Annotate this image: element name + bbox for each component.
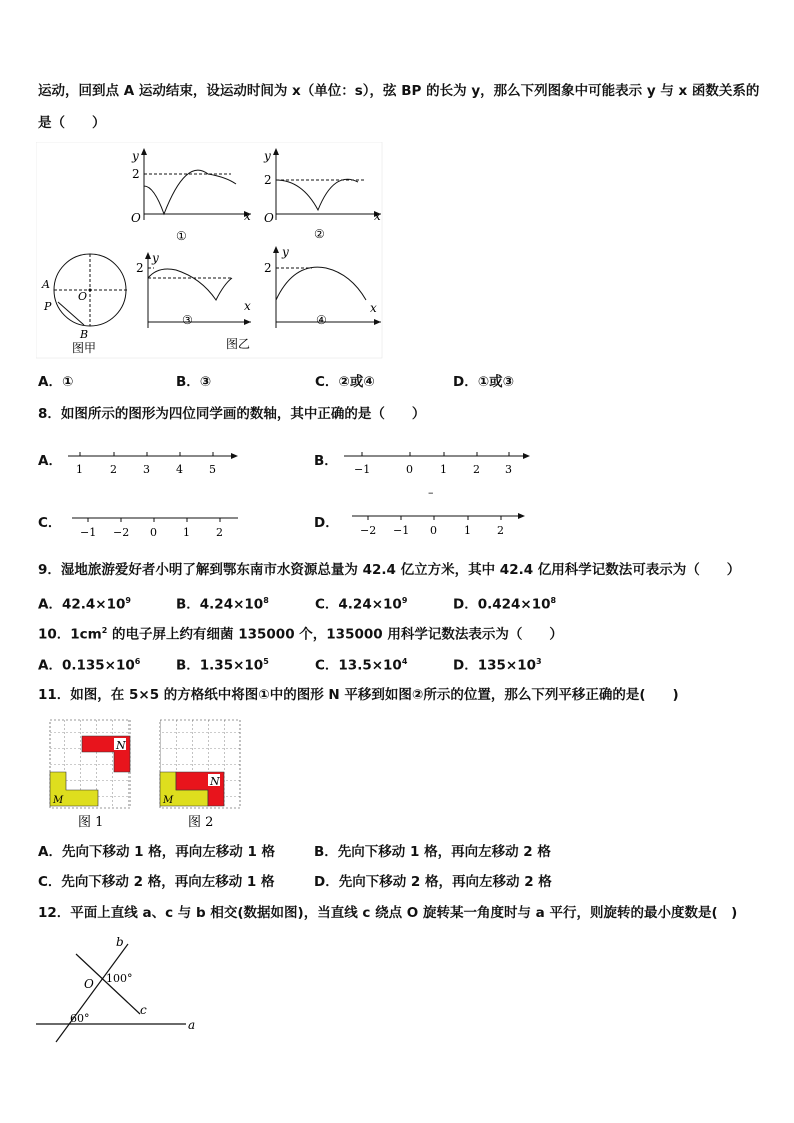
q12-label-a: a: [188, 1018, 196, 1032]
q8-c-tick: −2: [113, 526, 130, 539]
q7-g4-label: ④: [316, 313, 327, 327]
q12-angle-100: 100°: [106, 972, 133, 985]
q7-caption-yi: 图乙: [226, 337, 251, 351]
q7-option-b: B．③: [176, 374, 212, 390]
q9-option-c: C．$4.24\times 10^9$: [315, 596, 408, 613]
q7-g2-x: x: [374, 209, 381, 223]
q12-figure: [36, 932, 216, 1046]
q12-angle-60: 60°: [70, 1012, 90, 1025]
q7-g3-label: ③: [182, 313, 193, 327]
q8-b-tick: 2: [473, 463, 480, 476]
q8-a-tick: 2: [110, 463, 117, 476]
q7-graph-4: [273, 246, 381, 328]
q8-d-tick: 0: [430, 524, 437, 537]
q9-stem: 9．湿地旅游爱好者小明了解到鄂东南市水资源总量为 42.4 亿立方米，其中 42.4 亿用科学记数法可表示为（ ）: [38, 562, 741, 578]
q11-fig2: [160, 720, 240, 830]
q7-g3-x: x: [244, 299, 251, 313]
q8-c-tick: 0: [150, 526, 157, 539]
q7-g2-ytick: 2: [264, 173, 272, 187]
q11-option-a: A．先向下移动 1 格，再向左移动 1 格: [38, 844, 276, 860]
q11-fig2-m: M: [163, 795, 174, 806]
q7-g3-y: y: [152, 251, 159, 265]
q7-g1-ytick: 2: [132, 167, 140, 181]
q8-label-b: B．: [314, 453, 338, 469]
q8-b-tick: 1: [440, 463, 447, 476]
q11-option-b: B．先向下移动 1 格，再向左移动 2 格: [314, 844, 551, 860]
q8-stray-mark: –: [428, 486, 434, 499]
q11-fig2-n: N: [210, 775, 220, 788]
q7-g3-ytick: 2: [136, 261, 144, 275]
q7-label-P: P: [44, 300, 52, 313]
q7-graph-1: [141, 148, 251, 220]
q8-a-tick: 1: [76, 463, 83, 476]
q11-option-c: C．先向下移动 2 格，再向左移动 1 格: [38, 874, 275, 890]
q8-c-tick: −1: [80, 526, 97, 539]
q8-c-tick: 2: [216, 526, 223, 539]
q10-stem: 10．$1cm^2$ 的电子屏上约有细菌 135000 个，135000 用科学记数法表示为（ ）: [38, 626, 563, 643]
q8-label-a: A．: [38, 453, 62, 469]
q7-g4-x: x: [370, 301, 377, 315]
q8-a-tick: 4: [176, 463, 183, 476]
q9-option-a: A．$42.4\times 10^9$: [38, 596, 131, 613]
q10-option-b: B．$1.35\times 10^5$: [176, 657, 269, 674]
q11-fig1-caption: 图 1: [78, 815, 104, 830]
q7-g2-y: y: [264, 149, 271, 163]
q8-numberline-d: [342, 508, 537, 538]
q11-fig1: [50, 720, 130, 830]
q7-stem-line1: 运动，回到点 A 运动结束，设运动时间为 x（单位：s），弦 BP 的长为 y，那么下列图象中可能表示 y 与 x 函数关系的: [38, 83, 760, 99]
q12-label-o: O: [84, 977, 94, 991]
q9-option-d: D．$0.424\times 10^8$: [453, 596, 557, 613]
q7-g1-x: x: [244, 209, 251, 223]
q12-label-b: b: [116, 935, 124, 949]
q10-option-c: C．$13.5\times 10^4$: [315, 657, 408, 674]
q10-option-d: D．$135\times 10^3$: [453, 657, 542, 674]
q8-b-tick: 0: [406, 463, 413, 476]
q11-fig1-m: M: [53, 795, 64, 806]
q7-graph-3: [145, 252, 251, 328]
q8-d-tick: 2: [497, 524, 504, 537]
q7-option-a: A．①: [38, 374, 74, 390]
q8-numberline-a: [66, 446, 246, 476]
q11-fig1-n: N: [116, 739, 126, 752]
q8-numberline-c: [66, 510, 246, 540]
q7-option-c: C．②或④: [315, 374, 375, 390]
q7-g4-ytick: 2: [264, 261, 272, 275]
q7-g2-origin: O: [264, 211, 274, 225]
q11-option-d: D．先向下移动 2 格，再向左移动 2 格: [314, 874, 552, 890]
q7-g4-y: y: [282, 245, 289, 259]
q7-option-d: D．①或③: [453, 374, 515, 390]
q8-d-tick: −1: [393, 524, 410, 537]
q7-g1-origin: O: [131, 211, 141, 225]
q8-a-tick: 5: [209, 463, 216, 476]
q12-stem: 12．平面上直线 a、c 与 b 相交(数据如图)，当直线 c 绕点 O 旋转某一角度时与 a 平行，则旋转的最小度数是( ): [38, 905, 738, 921]
q8-label-d: D．: [314, 515, 339, 531]
q9-option-b: B．$4.24\times 10^8$: [176, 596, 269, 613]
q8-label-c: C．: [38, 515, 62, 531]
q7-label-A: A: [42, 278, 50, 291]
q10-option-a: A．$0.135\times 10^6$: [38, 657, 141, 674]
q8-b-tick: 3: [505, 463, 512, 476]
q7-g2-label: ②: [314, 227, 325, 241]
q8-d-tick: −2: [360, 524, 377, 537]
q8-a-tick: 3: [143, 463, 150, 476]
q7-graph-2: [273, 148, 381, 220]
q8-numberline-b: [342, 446, 537, 476]
q11-stem: 11．如图，在 5×5 的方格纸中将图①中的图形 N 平移到如图②所示的位置，那么下列平移正确的是( ): [38, 687, 679, 703]
q12-label-c: c: [140, 1003, 147, 1017]
q7-figure: [36, 142, 396, 360]
q8-stem: 8．如图所示的图形为四位同学画的数轴，其中正确的是（ ）: [38, 406, 426, 422]
q8-b-tick: −1: [354, 463, 371, 476]
q7-stem-line2: 是（ ）: [38, 115, 106, 131]
q11-fig2-caption: 图 2: [188, 815, 214, 830]
q8-c-tick: 1: [183, 526, 190, 539]
q7-g1-label: ①: [176, 229, 187, 243]
q11-figures: [48, 716, 248, 832]
q7-label-O: O: [78, 290, 88, 303]
q8-d-tick: 1: [464, 524, 471, 537]
q7-caption-jia: 图甲: [72, 341, 97, 355]
q7-g1-y: y: [132, 149, 139, 163]
q7-label-B: B: [80, 328, 89, 341]
